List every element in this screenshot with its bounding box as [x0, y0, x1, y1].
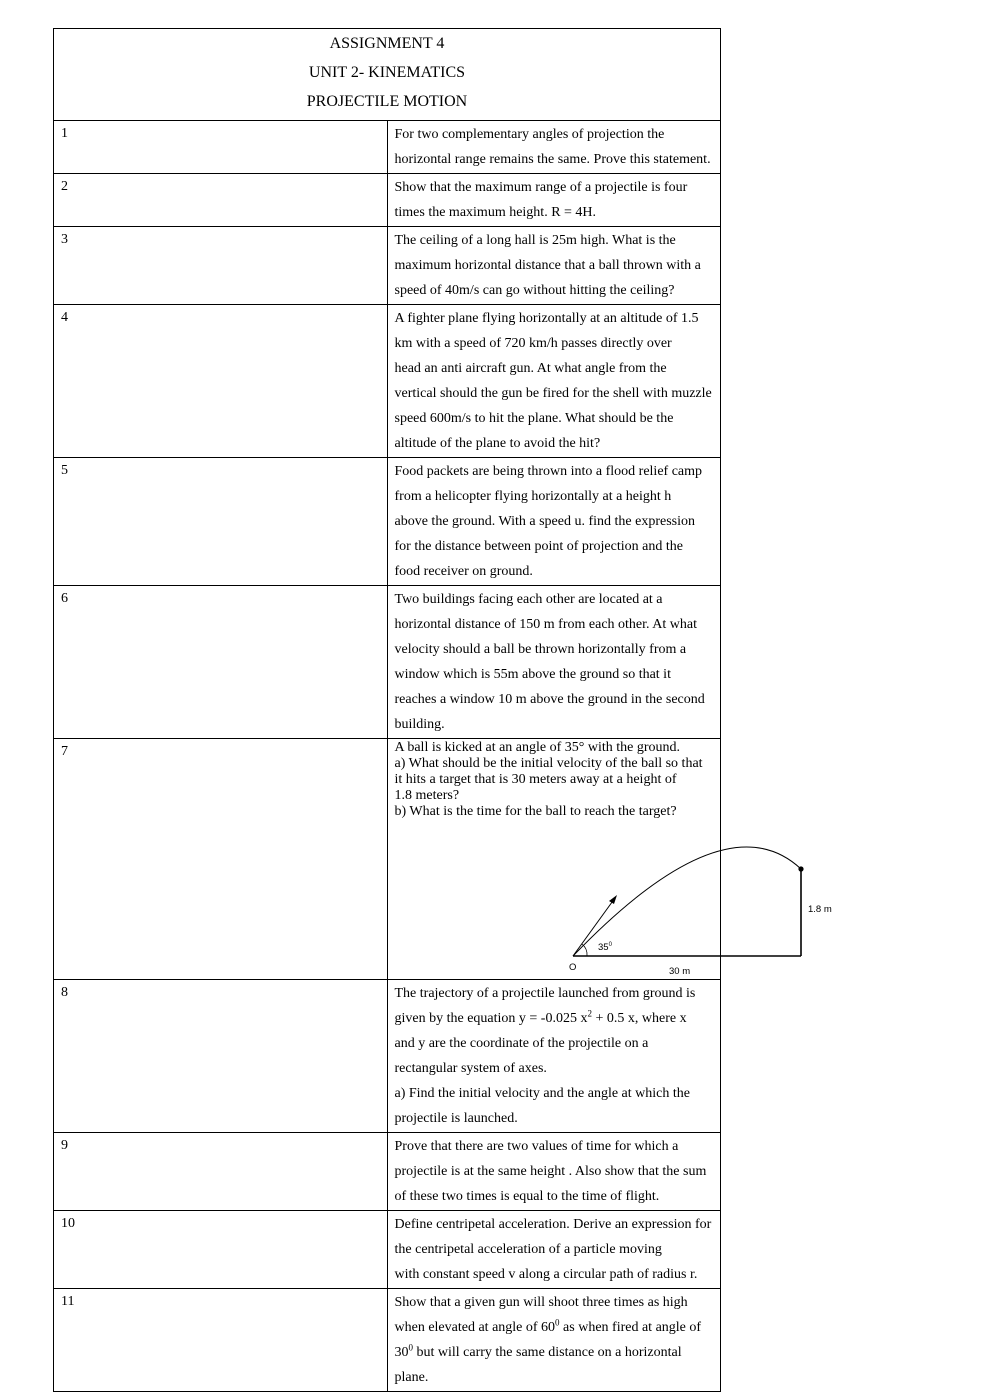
angle-label: $35^0$	[597, 942, 612, 953]
equation-text: The trajectory of a projectile launched from ground is given by the equation y = -0.025 x	[394, 986, 696, 1026]
question-line: food receiver on ground.	[394, 564, 533, 579]
question-line: speed 600m/s to hit the plane. What should be the altitude of the plane to avoid the hit?	[394, 411, 674, 451]
question-row	[54, 305, 721, 458]
arrow-head-icon	[609, 895, 617, 904]
question-line-end: but will carry the same distance on a horizontal plane.	[394, 1345, 682, 1385]
question-line: reaches a window 10 m above the ground in the second building.	[394, 692, 705, 732]
header-row	[54, 29, 721, 121]
question-line: a) Find the initial velocity and the angle at which the projectile is launched.	[394, 1086, 690, 1126]
question-row	[54, 121, 721, 174]
question-row	[54, 227, 721, 305]
question-number: 1	[54, 121, 388, 174]
question-text	[387, 305, 721, 458]
question-line: For two complementary angles of projection the horizontal range remains the same. Prove this statement.	[394, 127, 711, 167]
question-row	[54, 1289, 721, 1392]
question-number: 8	[54, 980, 388, 1133]
question-text	[387, 980, 721, 1133]
distance-label: 30 m	[668, 966, 690, 977]
assignment-title: ASSIGNMENT 4	[329, 35, 445, 52]
question-row	[54, 980, 721, 1133]
question-text	[387, 586, 721, 739]
question-line: velocity should a ball be thrown horizontally from a window which is 55m above the ground so that it	[394, 642, 687, 682]
question-line	[395, 1340, 713, 1390]
degree-superscript: 0	[408, 1342, 413, 1353]
question-line: with constant speed v along a circular path of radius r.	[394, 1267, 698, 1282]
question-line: and y are the coordinate of the projectile on a rectangular system of axes.	[394, 1036, 649, 1076]
question-line: Define centripetal acceleration. Derive an expression for the centripetal acceleration of a particle moving	[394, 1217, 712, 1257]
question-number: 11	[54, 1289, 388, 1392]
question-line-start: 30	[394, 1345, 409, 1360]
question-line: above the ground. With a speed u. find the expression for the distance between point of projection and the	[394, 514, 695, 554]
question-line: Two buildings facing each other are located at a horizontal distance of 150 m from each other. At what	[394, 592, 697, 632]
question-text	[387, 1133, 721, 1211]
question-line: b) What is the time for the ball to reach the target?	[394, 804, 677, 819]
question-line: Prove that there are two values of time for which a projectile is at the same height . Also show that the sum	[394, 1139, 707, 1179]
question-line: 1.8 meters?	[394, 788, 460, 803]
unit-title: UNIT 2- KINEMATICS	[308, 64, 466, 81]
question-row	[54, 1133, 721, 1211]
degree-superscript: 0	[555, 1317, 560, 1328]
question-line: of these two times is equal to the time of flight.	[394, 1189, 660, 1204]
question-number: 4	[54, 305, 388, 458]
question-number: 3	[54, 227, 388, 305]
question-line: The ceiling of a long hall is 25m high. What is the maximum horizontal distance that a ball thrown with a	[394, 233, 701, 273]
question-row	[54, 739, 721, 980]
question-text	[387, 121, 721, 174]
question-row	[54, 586, 721, 739]
exponent: 2	[587, 1008, 592, 1019]
question-line-start: Show that a given gun will shoot three times as high when elevated at angle of 60	[394, 1295, 688, 1335]
question-line: A fighter plane flying horizontally at an altitude of 1.5 km with a speed of 720 km/h passes directly over	[394, 311, 699, 351]
question-line: Food packets are being thrown into a flood relief camp from a helicopter flying horizontally at a height h	[394, 464, 703, 504]
header-cell	[54, 29, 721, 121]
question-number: 9	[54, 1133, 388, 1211]
height-label: 1.8 m	[807, 904, 832, 915]
question-line: Show that the maximum range of a projectile is four times the maximum height. R = 4H.	[394, 180, 688, 220]
projectile-diagram	[395, 848, 995, 978]
topic-title: PROJECTILE MOTION	[306, 93, 468, 110]
question-line	[395, 1290, 713, 1340]
origin-label: O	[568, 962, 576, 973]
question-line-end: as when fired at angle of	[559, 1320, 702, 1335]
question-line: head an anti aircraft gun. At what angle from the vertical should the gun be fired for the shell with muzzle	[394, 361, 712, 401]
trajectory-curve	[573, 847, 801, 956]
question-line: A ball is kicked at an angle of 35° with the ground.	[394, 740, 681, 755]
question-number: 10	[54, 1211, 388, 1289]
question-text	[387, 458, 721, 586]
question-text	[387, 1289, 721, 1392]
question-line: a) What should be the initial velocity of the ball so that it hits a target that is 30 meters away at a height of	[394, 756, 703, 787]
question-row	[54, 174, 721, 227]
question-number: 6	[54, 586, 388, 739]
assignment-table	[53, 28, 832, 1392]
question-number: 7	[54, 739, 388, 980]
question-line: speed of 40m/s can go without hitting the ceiling?	[394, 283, 675, 298]
question-row	[54, 1211, 721, 1289]
question-number: 2	[54, 174, 388, 227]
question-number: 5	[54, 458, 388, 586]
question-text	[387, 227, 721, 305]
question-text	[387, 174, 721, 227]
question-row	[54, 458, 721, 586]
equation-text-end: + 0.5 x, where x	[591, 1011, 687, 1026]
target-point	[798, 866, 803, 871]
question-line	[395, 981, 713, 1031]
question-text	[387, 739, 832, 980]
question-text	[387, 1211, 721, 1289]
